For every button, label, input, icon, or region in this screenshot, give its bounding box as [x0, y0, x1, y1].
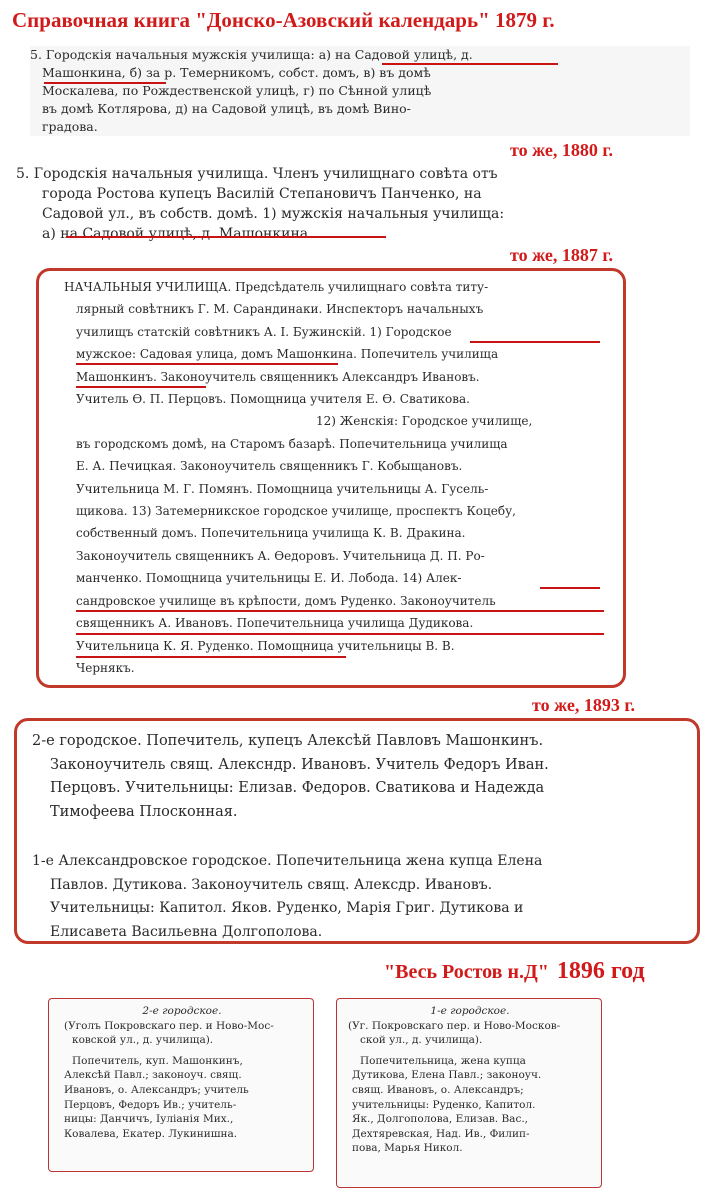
excerpt-line: въ городскомъ домѣ, на Старомъ базарѣ. Попечительница училища: [76, 436, 508, 451]
excerpt-line: Законоучитель свящ. Алексндр. Ивановъ. Учитель Федоръ Иван.: [50, 756, 549, 773]
excerpt-line: градова.: [42, 119, 98, 134]
card-line: (Уголъ Покровскаго пер. и Ново-Мос-: [64, 1019, 274, 1032]
excerpt-line: Павлов. Дутикова. Законоучитель свящ. Алексдр. Ивановъ.: [50, 876, 493, 893]
excerpt-line: 1-е Александровское городское. Попечительница жена купца Елена: [32, 853, 543, 869]
card-1st-text: [342, 1004, 598, 1156]
card-line: Алексѣй Павл.; законоуч. свящ.: [64, 1069, 242, 1082]
excerpt-line: Учительница К. Я. Руденко. Помощница учительницы В. В.: [76, 638, 455, 653]
excerpt-line: сандровское училище въ крѣпости, домъ Руденко. Законоучитель: [76, 593, 496, 608]
label-1896: [384, 958, 645, 985]
card-line: ницы: Данчичъ, Іуліанія Мих.,: [64, 1113, 234, 1126]
excerpt-line: Елисавета Васильевна Долгополова.: [50, 923, 323, 940]
excerpt-line: 2-е городское. Попечитель, купецъ Алексѣй Павловъ Машонкинъ.: [32, 733, 544, 749]
excerpt-line: Машонкина, б) за р. Темерникомъ, собст. домъ, в) въ домѣ: [42, 65, 431, 80]
card-line: Дутикова, Елена Павл.; законоуч.: [352, 1069, 542, 1082]
card-line: (Уг. Покровскаго пер. и Ново-Москов-: [348, 1019, 561, 1032]
card-line: свящ. Ивановъ, о. Александръ;: [352, 1083, 524, 1096]
card-line: Попечительница, жена купца: [360, 1054, 526, 1067]
excerpt-line: 5. Городскія начальныя училища. Членъ училищнаго совѣта отъ: [16, 166, 498, 182]
excerpt-1879: [30, 46, 690, 136]
excerpt-line: Е. А. Печицкая. Законоучитель священникъ Г. Кобыщановъ.: [76, 459, 463, 474]
excerpt-1893-2nd: [32, 730, 688, 824]
excerpt-line: Учительницы: Капитол. Яков. Руденко, Марія Григ. Дутикова и: [50, 900, 524, 916]
underline-mark: [66, 236, 386, 238]
excerpt-1893-1st: [32, 850, 688, 944]
card-heading: 2-е городское.: [142, 1005, 222, 1017]
excerpt-line: а) на Садовой улицѣ, д. Машонкина.: [42, 226, 313, 242]
underline-mark: [76, 386, 206, 388]
card-line: Попечитель, куп. Машонкинъ,: [72, 1054, 243, 1067]
underline-mark: [470, 341, 600, 343]
underline-mark: [540, 587, 600, 589]
excerpt-line: Учитель Ѳ. П. Перцовъ. Помощница учителя Е. Ѳ. Сватикова.: [76, 392, 470, 407]
excerpt-line: священникъ А. Ивановъ. Попечительница училища Дудикова.: [76, 616, 474, 631]
label-1896-title: "Весь Ростов н.Д": [384, 961, 549, 983]
excerpt-line: Машонкинъ. Законоучитель священникъ Александръ Ивановъ.: [76, 369, 480, 384]
label-1880: то же, 1880 г.: [510, 140, 614, 160]
card-heading: 1-е городское.: [430, 1005, 510, 1017]
page-title: Справочная книга "Донско-Азовский календарь" 1879 г.: [12, 8, 555, 32]
card-line: ковской ул., д. училища).: [72, 1034, 214, 1047]
card-line: Ивановъ, о. Александръ; учитель: [64, 1083, 249, 1096]
card-line: ской ул., д. училища).: [360, 1034, 483, 1047]
excerpt-line: щикова. 13) Затемерникское городское училище, проспектъ Коцебу,: [76, 504, 516, 519]
excerpt-line: 12) Женскія: Городское училище,: [316, 414, 533, 429]
excerpt-line: собственный домъ. Попечительница училища К. В. Дракина.: [76, 526, 466, 541]
excerpt-line: 5. Городскія начальныя мужскія училища: а) на Садовой улицѣ, д.: [30, 47, 473, 62]
excerpt-line: Перцовъ. Учительницы: Елизав. Федоров. Сватикова и Надежда: [50, 780, 545, 796]
label-1896-year: 1896 год: [556, 958, 645, 984]
label-1893: то же, 1893 г.: [532, 695, 636, 715]
label-1887: то же, 1887 г.: [510, 245, 614, 265]
excerpt-line: Садовой ул., въ собств. домѣ. 1) мужскія начальныя училища:: [42, 206, 505, 222]
excerpt-line: Законоучитель священникъ А. Ѳедоровъ. Учительница Д. П. Ро-: [76, 548, 485, 563]
excerpt-line: въ домѣ Котлярова, д) на Садовой улицѣ, въ домѣ Вино-: [42, 101, 411, 116]
excerpt-line: манченко. Помощница учительницы Е. И. Лобода. 14) Алек-: [76, 571, 462, 586]
card-line: пова, Марья Никол.: [352, 1142, 463, 1155]
excerpt-1887: [56, 276, 616, 679]
card-line: Як., Долгополова, Елизав. Вас.,: [352, 1113, 529, 1126]
card-line: Дехтяревская, Над. Ив., Филип-: [352, 1127, 530, 1140]
card-line: учительницы: Руденко, Капитол.: [352, 1098, 536, 1111]
excerpt-line: города Ростова купецъ Василій Степановичъ Панченко, на: [42, 186, 482, 202]
card-2nd-text: [54, 1004, 310, 1141]
card-line: Перцовъ, Федоръ Ив.; учитель-: [64, 1098, 237, 1111]
underline-mark: [76, 656, 346, 658]
excerpt-line: Москалева, по Рождественской улицѣ, г) по Сѣнной улицѣ: [42, 83, 432, 98]
underline-mark: [44, 82, 166, 84]
excerpt-line: лярный совѣтникъ Г. М. Сарандинаки. Инспекторъ начальныхъ: [76, 302, 484, 317]
excerpt-line: Тимофеева Плосконная.: [50, 803, 238, 820]
underline-mark: [76, 610, 604, 612]
underline-mark: [382, 63, 558, 65]
underline-mark: [76, 633, 604, 635]
excerpt-1880: [16, 164, 696, 244]
excerpt-line: НАЧАЛЬНЫЯ УЧИЛИЩА. Предсѣдатель училищнаго совѣта титу-: [64, 280, 489, 294]
underline-mark: [76, 363, 338, 365]
excerpt-line: училищъ статскій совѣтникъ А. І. Бужинскій. 1) Городское: [76, 324, 452, 339]
excerpt-line: мужское: Садовая улица, домъ Машонкина. Попечитель училища: [76, 347, 499, 362]
card-line: Ковалева, Екатер. Лукинишна.: [64, 1127, 238, 1140]
excerpt-line: Чернякъ.: [76, 660, 135, 675]
excerpt-line: Учительница М. Г. Помянъ. Помощница учительницы А. Гусель-: [76, 481, 489, 496]
